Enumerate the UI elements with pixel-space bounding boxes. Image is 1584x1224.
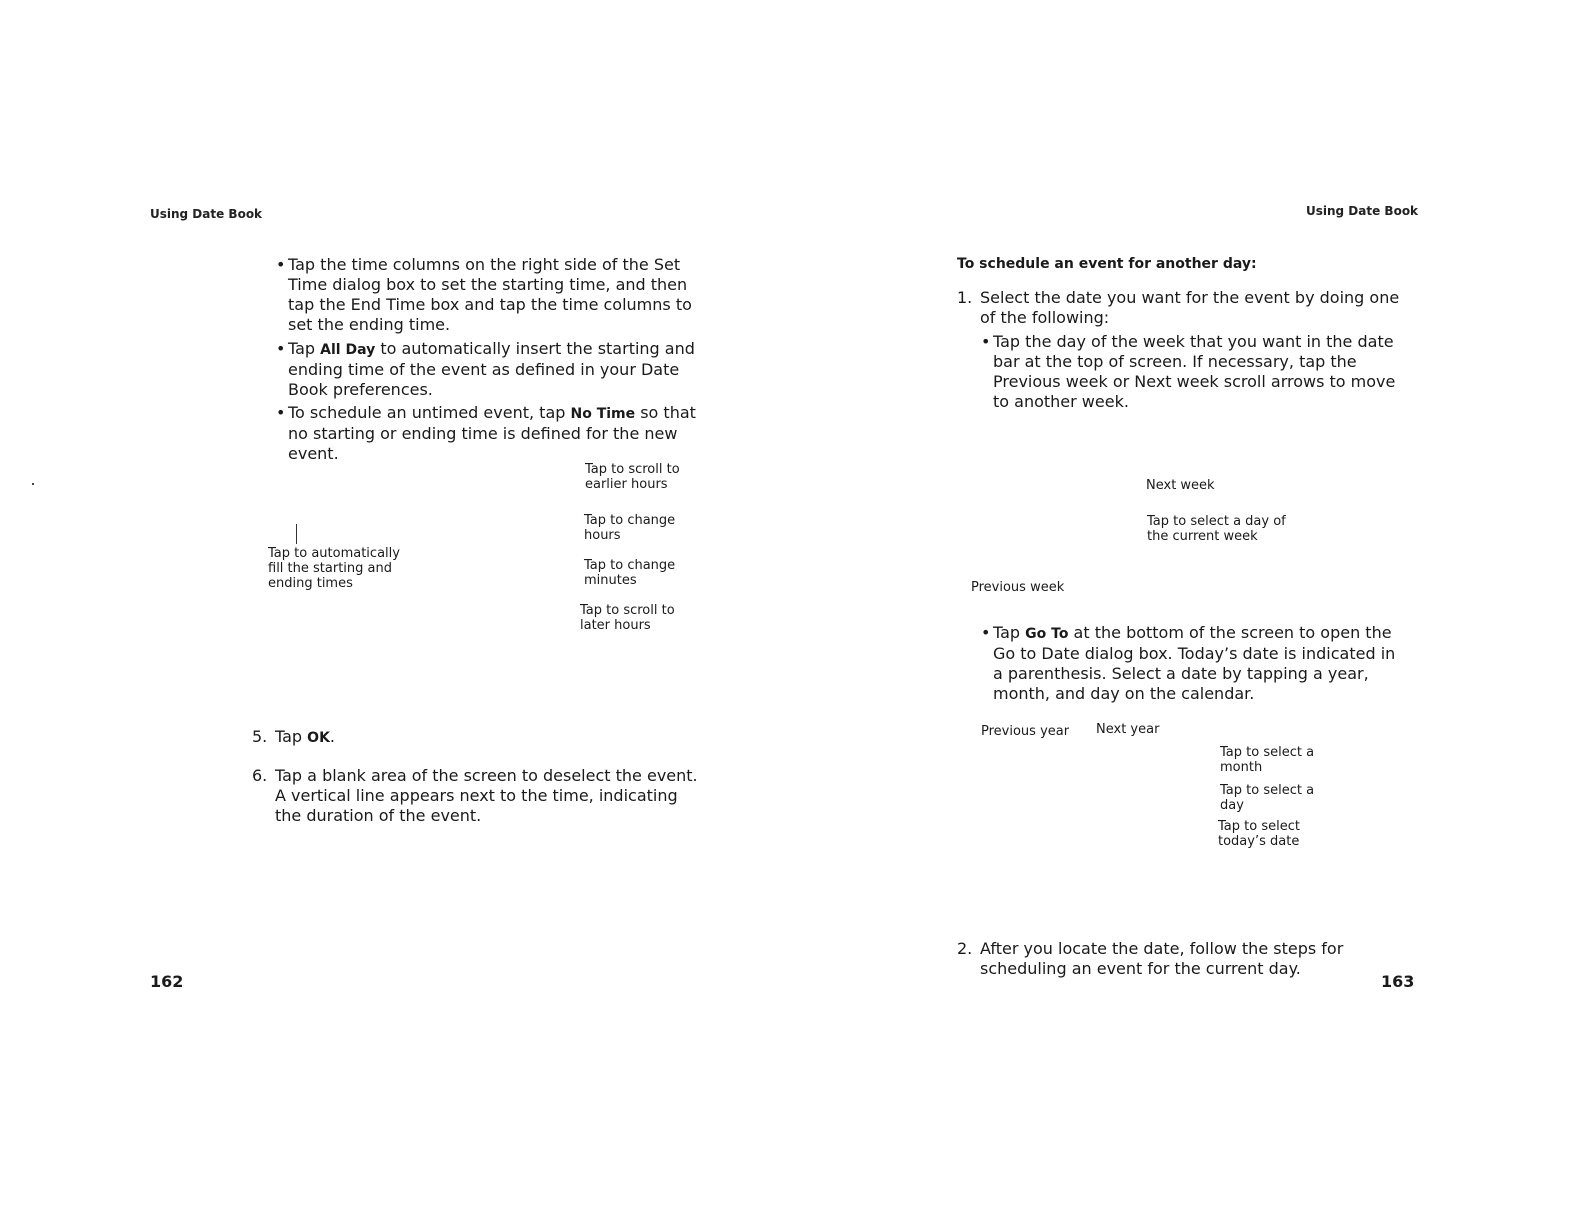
step-item <box>957 939 1417 981</box>
bullet-item <box>276 339 716 401</box>
step-item <box>252 766 712 828</box>
running-head-right: Using Date Book <box>1306 204 1419 218</box>
step-text-suffix: . <box>329 727 336 746</box>
step-number: 1. <box>957 288 973 307</box>
callout-next-year: Next year <box>1096 722 1160 737</box>
all-day-term: All Day <box>320 342 376 358</box>
step-number: 5. <box>252 727 268 746</box>
callout-select-day: Tap to select a day <box>1220 783 1315 813</box>
bullet-text <box>288 403 714 464</box>
step-item <box>252 727 712 749</box>
page-number-right: 163 <box>1381 972 1415 991</box>
bullet-text-prefix: Tap <box>288 339 321 358</box>
callout-next-week: Next week <box>1146 478 1215 493</box>
callout-previous-year: Previous year <box>981 724 1070 739</box>
bullet-text <box>288 339 714 400</box>
bullet-text <box>993 623 1409 704</box>
bullet-icon: • <box>981 623 991 642</box>
running-head-left: Using Date Book <box>150 207 263 221</box>
step-item <box>957 288 1417 330</box>
bullet-text-prefix: To schedule an untimed event, tap <box>288 403 571 422</box>
callout-scroll-earlier: Tap to scroll to earlier hours <box>585 462 680 492</box>
bullet-text: Tap the time columns on the right side of the Set Time dialog box to set the starting time, and then tap the End Time box and tap the time columns to set the ending time. <box>288 255 692 334</box>
bullet-text-prefix: Tap <box>993 623 1026 642</box>
section-heading: To schedule an event for another day: <box>957 256 1257 272</box>
page-number-left: 162 <box>150 972 184 991</box>
callout-select-day-of-week: Tap to select a day of the current week <box>1147 514 1286 544</box>
stray-mark <box>32 483 34 485</box>
no-time-term: No Time <box>570 406 636 422</box>
bullet-text-suffix: at the bottom of the screen to open the Go to Date dialog box. Today’s date is indicated in a parenthesis. Select a date by tapping a year, month, and day on the calendar. <box>993 623 1396 703</box>
bullet-item <box>276 255 716 337</box>
step-text-prefix: Tap <box>275 727 308 746</box>
bullet-icon: • <box>276 339 286 358</box>
callout-previous-week: Previous week <box>971 580 1065 595</box>
bullet-text-suffix: so that no starting or ending time is defined for the new event. <box>288 403 696 463</box>
ok-term: OK <box>307 730 330 746</box>
callout-change-hours: Tap to change hours <box>584 513 676 543</box>
step-text <box>275 727 335 748</box>
bullet-text-suffix: to automatically insert the starting and ending time of the event as defined in your Date Book preferences. <box>288 339 695 399</box>
step-text: After you locate the date, follow the steps for scheduling an event for the current day. <box>980 939 1344 978</box>
step-number: 6. <box>252 766 268 785</box>
bullet-text: Tap the day of the week that you want in the date bar at the top of screen. If necessary, tap the Previous week or Next week scroll arrows to move to another week. <box>993 332 1396 411</box>
step-text: Select the date you want for the event by doing one of the following: <box>980 288 1400 327</box>
bullet-item <box>981 332 1411 414</box>
go-to-term: Go To <box>1025 626 1069 642</box>
callout-change-minutes: Tap to change minutes <box>584 558 676 588</box>
leader-line <box>296 524 297 544</box>
step-number: 2. <box>957 939 973 958</box>
step-text: Tap a blank area of the screen to deselect the event. A vertical line appears next to the time, indicating the duration of the event. <box>275 766 698 825</box>
bullet-item <box>276 403 716 463</box>
callout-scroll-later: Tap to scroll to later hours <box>580 603 675 633</box>
bullet-icon: • <box>276 403 286 422</box>
bullet-icon: • <box>981 332 991 351</box>
bullet-item <box>981 623 1411 705</box>
callout-select-today: Tap to select today’s date <box>1218 819 1300 849</box>
callout-select-month: Tap to select a month <box>1220 745 1315 775</box>
bullet-icon: • <box>276 255 286 274</box>
callout-auto-fill: Tap to automatically fill the starting and ending times <box>268 546 400 591</box>
